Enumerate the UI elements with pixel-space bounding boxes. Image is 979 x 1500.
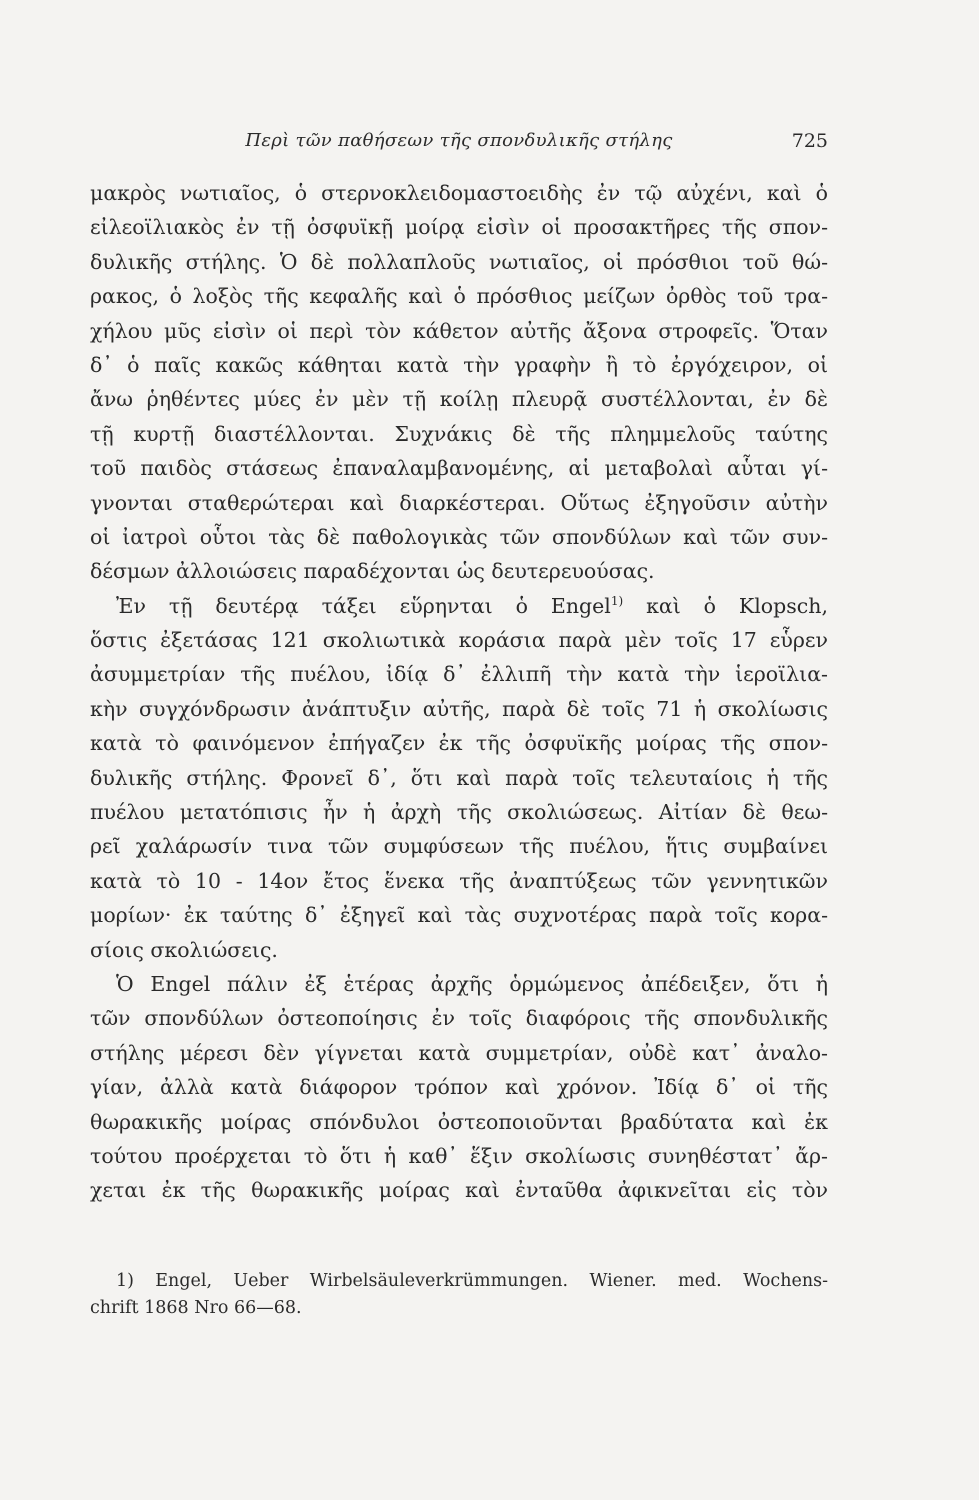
- text-line: οἱ ἰατροὶ οὗτοι τὰς δὲ παθολογικὰς τῶν σπονδύλων καὶ τῶν συν-: [90, 524, 828, 549]
- text-line: γίαν, ἀλλὰ κατὰ διάφορον τρόπον καὶ χρόνον. Ἰδίᾳ δ᾽ οἱ τῆς: [90, 1075, 828, 1100]
- text-line: χήλου μῦς εἰσὶν οἱ περὶ τὸν κάθετον αὐτῆς ἄξονα στροφεῖς. Ὅταν: [90, 318, 828, 343]
- text-line: σίοις σκολιώσεις.: [90, 937, 278, 962]
- text-line: χεται ἐκ τῆς θωρακικῆς μοίρας καὶ ἐνταῦθα ἀφικνεῖται εἰς τὸν: [90, 1178, 828, 1203]
- text-line: στήλης μέρεσι δὲν γίγνεται κατὰ συμμετρίαν, οὐδὲ κατ᾽ ἀναλο-: [90, 1040, 828, 1065]
- text-line: τῶν σπονδύλων ὀστεοποίησις ἐν τοῖς διαφόροις τῆς σπονδυλικῆς: [90, 1006, 828, 1031]
- running-title: Περὶ τῶν παθήσεων τῆς σπονδυλικῆς στήλης: [245, 130, 673, 151]
- text-line: τοῦ παιδὸς στάσεως ἐπαναλαμβανομένης, αἱ μεταβολαὶ αὗται γί-: [90, 456, 828, 481]
- text-line: τούτου προέρχεται τὸ ὅτι ἡ καθ᾽ ἕξιν σκολίωσις συνηθέστατ᾽ ἄρ-: [90, 1143, 828, 1168]
- page-header: [90, 126, 828, 156]
- text-line: ἀσυμμετρίαν τῆς πυέλου, ἰδίᾳ δ᾽ ἐλλιπῆ τὴν κατὰ τὴν ἱεροϊλια-: [90, 662, 828, 687]
- text-line: δυλικῆς στήλης. Φρονεῖ δ᾽, ὅτι καὶ παρὰ τοῖς τελευταίοις ἡ τῆς: [90, 765, 828, 790]
- text-line: πυέλου μετατόπισις ἦν ἡ ἀρχὴ τῆς σκολιώσεως. Αἰτίαν δὲ θεω-: [90, 800, 828, 825]
- text-line: δυλικῆς στήλης. Ὁ δὲ πολλαπλοῦς νωτιαῖος, οἱ πρόσθιοι τοῦ θώ-: [90, 249, 828, 274]
- text-line: ὅστις ἐξετάσας 121 σκολιωτικὰ κοράσια παρὰ μὲν τοῖς 17 εὗρεν: [90, 628, 828, 653]
- text-line: δέσμων ἀλλοιώσεις παραδέχονται ὡς δευτερευούσας.: [90, 559, 655, 584]
- text-line: κατὰ τὸ 10 - 14ον ἔτος ἕνεκα τῆς ἀναπτύξεως τῶν γεννητικῶν: [90, 868, 828, 893]
- text-line: γνονται σταθερώτεραι καὶ διαρκέστεραι. Οὕτως ἐξηγοῦσιν αὐτὴν: [90, 490, 828, 515]
- footnote-marker: 1): [610, 593, 624, 608]
- text-line: εἰλεοϊλιακὸς ἐν τῇ ὀσφυϊκῇ μοίρᾳ εἰσὶν οἱ προσακτῆρες τῆς σπον-: [90, 215, 828, 240]
- text-line: μορίων· ἐκ ταύτης δ᾽ ἐξηγεῖ καὶ τὰς συχνοτέρας παρὰ τοῖς κορα-: [90, 903, 828, 928]
- body-text: [90, 176, 828, 1208]
- text-segment: Ἐν τῇ δευτέρᾳ τάξει εὕρηνται ὁ Engel: [116, 593, 611, 618]
- text-line: κὴν συγχόνδρωσιν ἀνάπτυξιν αὐτῆς, παρὰ δὲ τοῖς 71 ἡ σκολίωσις: [90, 696, 828, 721]
- text-line: τῇ κυρτῇ διαστέλλονται. Συχνάκις δὲ τῆς πλημμελοῦς ταύτης: [90, 421, 828, 446]
- text-line: θωρακικῆς μοίρας σπόνδυλοι ὀστεοποιοῦνται βραδύτατα καὶ ἐκ: [90, 1109, 828, 1134]
- page-number: 725: [791, 130, 828, 152]
- text-line: Ὁ Engel πάλιν ἐξ ἑτέρας ἀρχῆς ὁρμώμενος ἀπέδειξεν, ὅτι ἡ: [116, 971, 828, 996]
- text-line: μακρὸς νωτιαῖος, ὁ στερνοκλειδομαστοειδὴς ἐν τῷ αὐχένι, καὶ ὁ: [90, 181, 828, 205]
- footnotes: [90, 1268, 828, 1322]
- footnote-line: 1) Engel, Ueber Wirbelsäuleverkrümmungen. Wiener. med. Wochens-: [116, 1271, 828, 1291]
- text-line: ρεῖ χαλάρωσίν τινα τῶν συμφύσεων τῆς πυέλου, ἥτις συμβαίνει: [90, 834, 828, 859]
- text-line-with-footnote: [90, 589, 828, 623]
- text-line: κατὰ τὸ φαινόμενον ἐπήγαζεν ἐκ τῆς ὀσφυϊκῆς μοίρας τῆς σπον-: [90, 731, 828, 756]
- text-line: ἄνω ῥηθέντες μύες ἐν μὲν τῇ κοίλῃ πλευρᾷ συστέλλονται, ἐν δὲ: [90, 387, 828, 412]
- text-line: ρακος, ὁ λοξὸς τῆς κεφαλῆς καὶ ὁ πρόσθιος μείζων ὀρθὸς τοῦ τρα-: [90, 284, 828, 309]
- footnote-line: chrift 1868 Nro 66—68.: [90, 1298, 302, 1318]
- text-line: δ᾽ ὁ παῖς κακῶς κάθηται κατὰ τὴν γραφὴν ἢ τὸ ἐργόχειρον, οἱ: [90, 352, 828, 377]
- text-segment: καὶ ὁ Klopsch,: [623, 593, 828, 618]
